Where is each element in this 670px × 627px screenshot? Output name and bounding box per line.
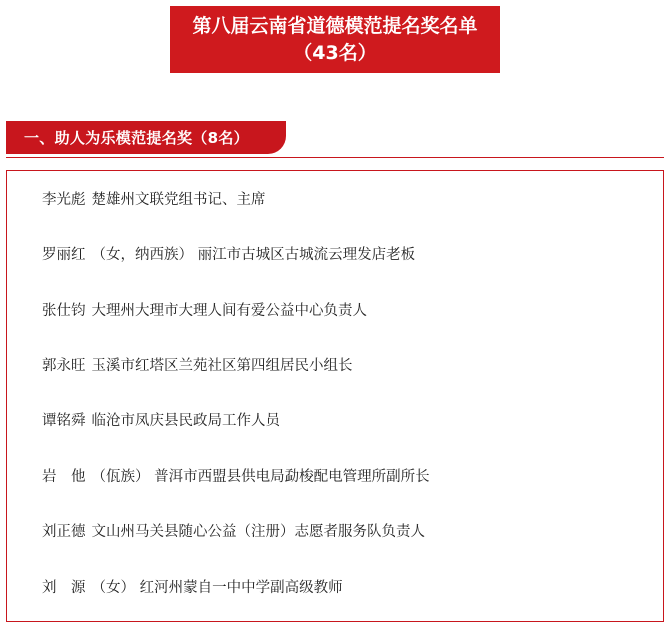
nominee-description: 玉溪市红塔区兰苑社区第四组居民小组长: [91, 358, 353, 374]
nominee-description: 楚雄州文联党组书记、主席: [91, 192, 266, 208]
nominee-name: 刘正德: [42, 524, 86, 540]
nominee-name: 刘 源: [42, 580, 86, 596]
nominee-description: 大理州大理市大理人间有爱公益中心负责人: [91, 303, 367, 319]
nominee-description: 文山州马关县随心公益（注册）志愿者服务队负责人: [91, 524, 425, 540]
list-item: [42, 521, 425, 543]
nominee-description: （女） 红河州蒙自一中中学副高级教师: [91, 580, 343, 596]
list-item: [42, 355, 353, 377]
list-item: [42, 244, 415, 266]
nominee-name: 郭永旺: [42, 358, 86, 374]
section-divider: [6, 157, 664, 158]
section-header: [6, 121, 286, 154]
nominee-name: 岩 他: [42, 469, 86, 485]
list-item: [42, 300, 367, 322]
nominee-name: 李光彪: [42, 192, 86, 208]
list-item: [42, 189, 266, 211]
nominee-description: （佤族） 普洱市西盟县供电局勐梭配电管理所副所长: [91, 469, 430, 485]
nominee-name: 谭铭舜: [42, 413, 86, 429]
title-banner: [170, 6, 500, 73]
page-title: 第八届云南省道德模范提名奖名单: [192, 14, 478, 37]
nominee-name: 张仕钧: [42, 303, 86, 319]
list-item: [42, 410, 280, 432]
nominee-description: （女，纳西族） 丽江市古城区古城流云理发店老板: [91, 247, 416, 263]
page-subtitle-count: （43名）: [293, 41, 377, 64]
nominee-name: 罗丽红: [42, 247, 86, 263]
list-item: [42, 577, 343, 599]
nominee-description: 临沧市凤庆县民政局工作人员: [91, 413, 280, 429]
nominee-list: [6, 170, 664, 622]
section-heading: 一、助人为乐模范提名奖（8名）: [24, 129, 249, 147]
list-item: [42, 466, 430, 488]
